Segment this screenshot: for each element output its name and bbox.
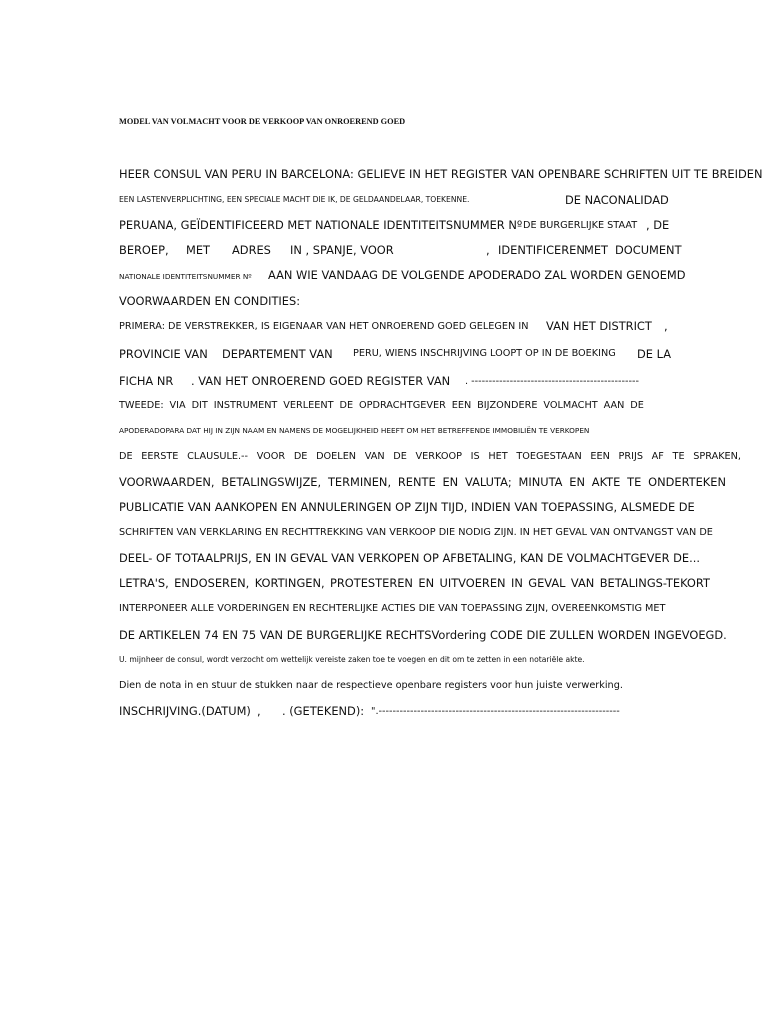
signature-label: INSCHRIJVING.(DATUM): [119, 704, 251, 718]
text-fragment: DE BURGERLIJKE STAAT: [523, 220, 638, 231]
text-fragment: FICHA NR: [119, 374, 174, 388]
word: AAN: [603, 400, 625, 411]
text-fragment: ADRES: [232, 243, 271, 257]
word: INSTRUMENT: [213, 400, 278, 411]
word: DE: [339, 400, 354, 411]
text-fragment: PERU, WIENS INSCHRIJVING LOOPT OP IN DE BOEKING: [353, 348, 616, 359]
text-fragment: . VAN HET ONROEREND GOED REGISTER VAN: [191, 374, 451, 388]
text-fragment: IN , SPANJE, VOOR: [290, 243, 394, 257]
text-line: DE ARTIKELEN 74 EN 75 VAN DE BURGERLIJKE RECHTSVordering CODE DIE ZULLEN WORDEN INGEVOEGD.: [119, 628, 727, 642]
text-line: [119, 401, 644, 411]
text-line: PUBLICATIE VAN AANKOPEN EN ANNULERINGEN OP ZIJN TIJD, INDIEN VAN TOEPASSING, ALSMEDE DE: [119, 500, 695, 514]
text-line: U. mijnheer de consul, wordt verzocht om wettelijk vereiste zaken toe te voegen en dit om te zetten in een notariële akte.: [119, 655, 585, 664]
text-line: DE EERSTE CLAUSULE.-- VOOR DE DOELEN VAN DE VERKOOP IS HET TOEGESTAAN EEN PRIJS AF TE SPRAKEN,: [119, 451, 742, 462]
text-fragment: PROVINCIE VAN: [119, 347, 208, 361]
word: OPDRACHTGEVER: [359, 400, 446, 411]
text-line: LETRA'S, ENDOSEREN, KORTINGEN, PROTESTEREN EN UITVOEREN IN GEVAL VAN BETALINGS-TEKORT: [119, 576, 710, 590]
word: DIT: [191, 400, 208, 411]
text-fragment: DE LA: [637, 347, 671, 361]
word: DE: [630, 400, 644, 411]
text-fragment: DE NACONALIDAD: [565, 193, 669, 207]
text-line: INTERPONEER ALLE VORDERINGEN EN RECHTERLIJKE ACTIES DIE VAN TOEPASSING ZIJN, OVEREENKOMSTIG MET: [119, 603, 666, 614]
text-fragment: . ------------------------------------------------: [465, 376, 639, 387]
text-line: PRIMERA: DE VERSTREKKER, IS EIGENAAR VAN HET ONROEREND GOED GELEGEN IN: [119, 321, 529, 332]
text-fragment: MET: [186, 243, 210, 257]
section-heading: VOORWAARDEN EN CONDITIES:: [119, 294, 301, 308]
text-fragment: IDENTIFICEREN: [498, 243, 585, 257]
text-line: APODERADOPARA DAT HIJ IN ZIJN NAAM EN NAMENS DE MOGELIJKHEID HEEFT OM HET BETREFFENDE IMMOBILIËN TE VERKOPEN: [119, 426, 590, 435]
word: VIA: [169, 400, 186, 411]
signature-label: . (GETEKEND):: [282, 704, 365, 718]
text-line: Dien de nota in en stuur de stukken naar de respectieve openbare registers voor hun juiste verwerking.: [119, 680, 623, 691]
signature-line: ".---------------------------------------------------------------------: [371, 706, 620, 717]
text-fragment: DEPARTEMENT VAN: [222, 347, 333, 361]
text-fragment: MET: [584, 243, 608, 257]
text-fragment: ,: [664, 319, 668, 333]
text-line: DEEL- OF TOTAALPRIJS, EN IN GEVAL VAN VERKOPEN OP AFBETALING, KAN DE VOLMACHTGEVER DE...: [119, 551, 700, 565]
word: VOLMACHT: [543, 400, 598, 411]
text-fragment: BEROEP,: [119, 243, 169, 257]
word: TWEEDE:: [119, 400, 164, 411]
text-fragment: AAN WIE VANDAAG DE VOLGENDE APODERADO ZAL WORDEN GENOEMD: [268, 268, 686, 282]
text-fragment: ,: [486, 243, 490, 257]
text-fragment: NATIONALE IDENTITEITSNUMMER Nº: [119, 272, 252, 281]
text-fragment: DOCUMENT: [615, 243, 682, 257]
text-fragment: , DE: [646, 218, 670, 232]
text-line: EEN LASTENVERPLICHTING, EEN SPECIALE MACHT DIE IK, DE GELDAANDELAAR, TOEKENNE.: [119, 195, 470, 204]
text-fragment: VAN HET DISTRICT: [546, 319, 652, 333]
word: EEN: [451, 400, 472, 411]
word: BIJZONDERE: [477, 400, 538, 411]
word: VERLEENT: [283, 400, 334, 411]
document-title: MODEL VAN VOLMACHT VOOR DE VERKOOP VAN ONROEREND GOED: [119, 117, 406, 126]
text-line: HEER CONSUL VAN PERU IN BARCELONA: GELIEVE IN HET REGISTER VAN OPENBARE SCHRIFTEN UIT TE BREIDEN: [119, 167, 763, 181]
text-fragment: ,: [257, 704, 261, 718]
text-line: VOORWAARDEN, BETALINGSWIJZE, TERMINEN, RENTE EN VALUTA; MINUTA EN AKTE TE ONDERTEKEN: [119, 475, 726, 489]
text-line: SCHRIFTEN VAN VERKLARING EN RECHTTREKKING VAN VERKOOP DIE NODIG ZIJN. IN HET GEVAL VAN ONTVANGST VAN DE: [119, 527, 713, 538]
text-line: PERUANA, GEÏDENTIFICEERD MET NATIONALE IDENTITEITSNUMMER Nº: [119, 218, 523, 232]
